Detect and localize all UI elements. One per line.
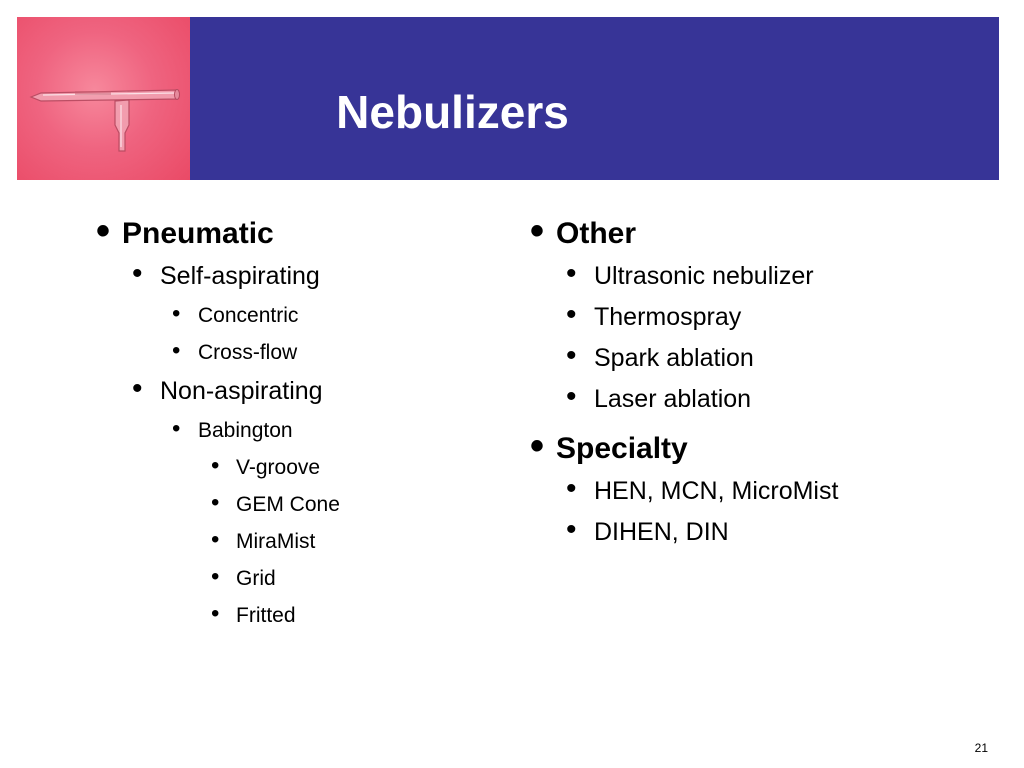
bullet-text: Ultrasonic nebulizer [594, 262, 814, 290]
bullet-item-level-1 [96, 209, 340, 256]
bullet-dot-icon: • [172, 415, 181, 442]
bullet-item-level-1 [530, 424, 838, 471]
bullet-item-level-2 [96, 256, 340, 297]
bullet-item-level-2 [530, 256, 838, 297]
bullet-dot-icon: • [566, 298, 577, 331]
bullet-text: Non-aspirating [160, 377, 323, 405]
bullet-item-level-2 [530, 471, 838, 512]
bullet-dot-icon: • [566, 472, 577, 505]
bullet-text: Thermospray [594, 303, 742, 331]
bullet-item-level-3 [96, 334, 340, 371]
bullet-dot-icon: • [530, 209, 545, 253]
bullet-dot-icon: • [132, 372, 143, 405]
bullet-item-level-4 [96, 486, 340, 523]
bullet-dot-icon: • [172, 337, 181, 364]
bullet-dot-icon: • [211, 600, 220, 627]
bullet-item-level-4 [96, 523, 340, 560]
right-bullet-column [530, 205, 838, 553]
bullet-text: GEM Cone [236, 493, 340, 516]
bullet-dot-icon: • [96, 209, 111, 253]
bullet-text: Pneumatic [122, 217, 274, 250]
bullet-text: Babington [198, 419, 293, 442]
bullet-dot-icon: • [211, 563, 220, 590]
bullet-text: Fritted [236, 604, 296, 627]
title-bar [190, 17, 999, 180]
bullet-dot-icon: • [211, 489, 220, 516]
bullet-text: MiraMist [236, 530, 316, 553]
slide-header [17, 17, 999, 180]
bullet-dot-icon: • [566, 513, 577, 546]
bullet-dot-icon: • [530, 424, 545, 468]
bullet-item-level-3 [96, 297, 340, 334]
bullet-dot-icon: • [566, 257, 577, 290]
bullet-text: Self-aspirating [160, 262, 320, 290]
bullet-text: Cross-flow [198, 341, 298, 364]
bullet-text: Other [556, 217, 637, 250]
bullet-item-level-4 [96, 560, 340, 597]
bullet-item-level-3 [96, 412, 340, 449]
bullet-dot-icon: • [211, 526, 220, 553]
bullet-dot-icon: • [566, 339, 577, 372]
bullet-text: V-groove [236, 456, 321, 479]
bullet-text: Concentric [198, 304, 299, 327]
bullet-text: Specialty [556, 432, 688, 465]
bullet-dot-icon: • [172, 300, 181, 327]
page-number: 21 [974, 741, 988, 755]
bullet-text: Grid [236, 567, 276, 590]
bullet-item-level-2 [530, 512, 838, 553]
bullet-dot-icon: • [211, 452, 220, 479]
bullet-item-level-2 [530, 379, 838, 420]
bullet-dot-icon: • [566, 380, 577, 413]
bullet-item-level-2 [96, 371, 340, 412]
bullet-text: DIHEN, DIN [594, 518, 729, 546]
bullet-text: Laser ablation [594, 385, 752, 413]
slide-title: Nebulizers [336, 86, 569, 138]
bullet-item-level-2 [530, 297, 838, 338]
bullet-item-level-4 [96, 449, 340, 486]
bullet-item-level-4 [96, 597, 340, 634]
bullet-dot-icon: • [132, 257, 143, 290]
bullet-item-level-2 [530, 338, 838, 379]
bullet-item-level-1 [530, 209, 838, 256]
bullet-text: HEN, MCN, MicroMist [594, 477, 839, 505]
bullet-text: Spark ablation [594, 344, 754, 372]
left-bullet-column [96, 205, 340, 634]
